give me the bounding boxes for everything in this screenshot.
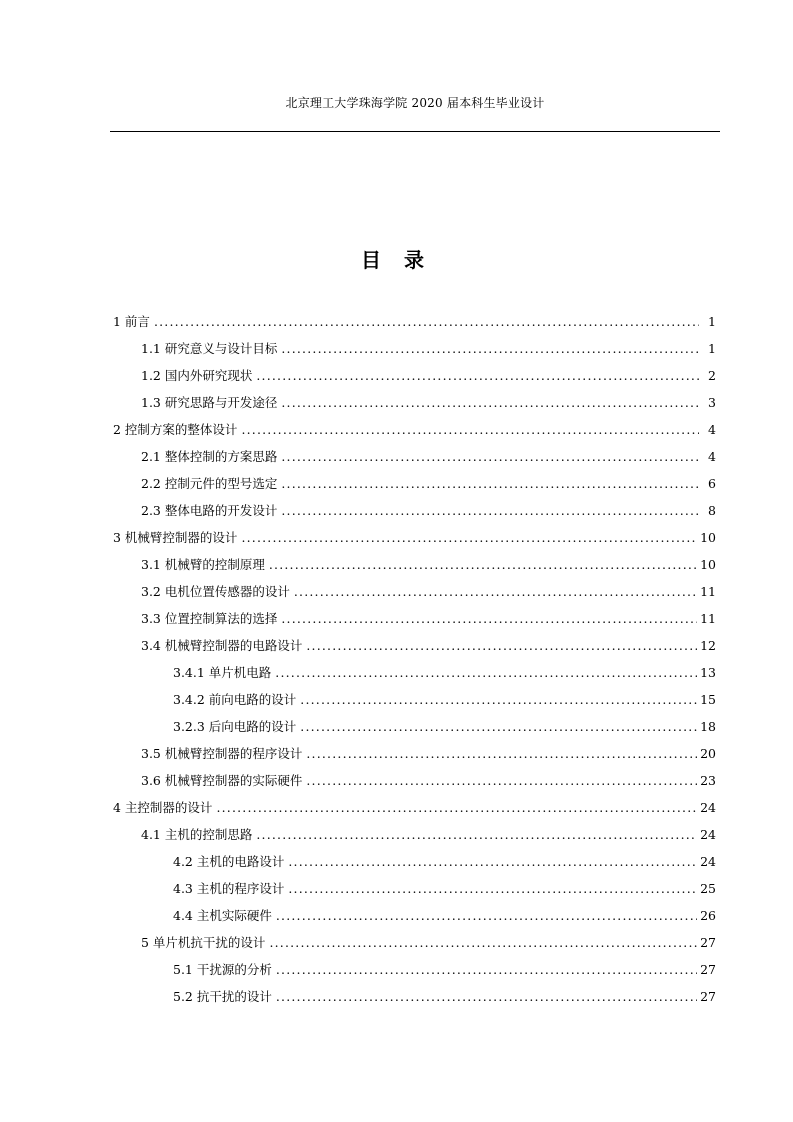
toc-entry[interactable] <box>141 609 716 629</box>
toc-entry[interactable] <box>141 582 716 602</box>
toc-entry[interactable] <box>141 744 716 764</box>
toc-entry-page: 4 <box>708 422 716 437</box>
toc-entry-page: 23 <box>700 773 716 788</box>
toc-entry[interactable] <box>113 420 716 440</box>
toc-entry-label: 4 主控制器的设计 <box>113 800 213 815</box>
toc-dot-leader <box>154 312 699 332</box>
toc-dot-leader <box>281 474 699 494</box>
toc-entry[interactable] <box>141 393 716 413</box>
toc-entry[interactable] <box>173 906 716 926</box>
toc-entry-page: 27 <box>700 989 716 1004</box>
toc-entry-page: 12 <box>700 638 716 653</box>
toc-entry[interactable] <box>141 366 716 386</box>
toc-dot-leader <box>306 636 697 656</box>
toc-dot-leader <box>216 798 697 818</box>
toc-entry[interactable] <box>141 636 716 656</box>
toc-entry-page: 2 <box>708 368 716 383</box>
toc-entry-label: 1.1 研究意义与设计目标 <box>141 341 278 356</box>
toc-dot-leader <box>269 933 697 953</box>
toc-dot-leader <box>256 366 699 386</box>
toc-dot-leader <box>269 555 697 575</box>
toc-dot-leader <box>300 690 697 710</box>
toc-entry-label: 2.1 整体控制的方案思路 <box>141 449 278 464</box>
toc-dot-leader <box>276 960 697 980</box>
toc-entry[interactable] <box>173 717 716 737</box>
toc-entry[interactable] <box>141 339 716 359</box>
toc-entry-label: 3.2 电机位置传感器的设计 <box>141 584 290 599</box>
toc-entry-page: 24 <box>700 854 716 869</box>
toc-entry-label: 3.2.3 后向电路的设计 <box>173 719 297 734</box>
toc-entry-label: 1.2 国内外研究现状 <box>141 368 253 383</box>
toc-title: 目 录 <box>361 248 432 272</box>
toc-entry[interactable] <box>141 501 716 521</box>
toc-entry[interactable] <box>141 825 716 845</box>
toc-dot-leader <box>288 852 697 872</box>
toc-dot-leader <box>241 420 699 440</box>
toc-dot-leader <box>276 987 697 1007</box>
toc-dot-leader <box>275 663 697 683</box>
toc-entry[interactable] <box>173 879 716 899</box>
toc-entry[interactable] <box>141 447 716 467</box>
toc-entry-label: 3.4.2 前向电路的设计 <box>173 692 297 707</box>
toc-entry-label: 5 单片机抗干扰的设计 <box>141 935 266 950</box>
toc-entry-label: 3.6 机械臂控制器的实际硬件 <box>141 773 303 788</box>
toc-entry-label: 1 前言 <box>113 314 150 329</box>
toc-entry-page: 20 <box>700 746 716 761</box>
toc-entry-page: 13 <box>700 665 716 680</box>
toc-dot-leader <box>281 609 697 629</box>
toc-entry-label: 4.4 主机实际硬件 <box>173 908 272 923</box>
toc-entry-page: 6 <box>708 476 716 491</box>
toc-entry-label: 3 机械臂控制器的设计 <box>113 530 238 545</box>
toc-entry-label: 4.1 主机的控制思路 <box>141 827 253 842</box>
toc-entry[interactable] <box>141 474 716 494</box>
toc-dot-leader <box>288 879 697 899</box>
toc-dot-leader <box>256 825 697 845</box>
toc-dot-leader <box>281 447 699 467</box>
toc-entry-page: 27 <box>700 935 716 950</box>
toc-entry-label: 3.3 位置控制算法的选择 <box>141 611 278 626</box>
toc-entry-page: 25 <box>700 881 716 896</box>
toc-entry[interactable] <box>173 987 716 1007</box>
toc-entry-page: 10 <box>700 530 716 545</box>
toc-entry-label: 5.1 干扰源的分析 <box>173 962 272 977</box>
toc-entry-label: 3.5 机械臂控制器的程序设计 <box>141 746 303 761</box>
toc-entry-label: 3.4.1 单片机电路 <box>173 665 272 680</box>
toc-dot-leader <box>300 717 697 737</box>
toc-entry-page: 27 <box>700 962 716 977</box>
toc-dot-leader <box>306 744 697 764</box>
toc-entry[interactable] <box>141 771 716 791</box>
toc-entry[interactable] <box>173 663 716 683</box>
toc-entry[interactable] <box>173 960 716 980</box>
toc-dot-leader <box>306 771 697 791</box>
toc-entry-label: 5.2 抗干扰的设计 <box>173 989 272 1004</box>
toc-entry-label: 4.3 主机的程序设计 <box>173 881 285 896</box>
toc-entry-label: 1.3 研究思路与开发途径 <box>141 395 278 410</box>
toc-entry-label: 2.3 整体电路的开发设计 <box>141 503 278 518</box>
toc-entry-page: 26 <box>700 908 716 923</box>
toc-entry-page: 18 <box>700 719 716 734</box>
toc-dot-leader <box>281 393 699 413</box>
toc-entry-page: 15 <box>700 692 716 707</box>
toc-dot-leader <box>281 339 699 359</box>
toc-entry-page: 3 <box>708 395 716 410</box>
toc-entry-page: 24 <box>700 827 716 842</box>
toc-entry-page: 24 <box>700 800 716 815</box>
toc-entry[interactable] <box>113 798 716 818</box>
toc-entry[interactable] <box>173 852 716 872</box>
toc-entry-label: 2 控制方案的整体设计 <box>113 422 238 437</box>
toc-entry[interactable] <box>113 528 716 548</box>
toc-entry-page: 10 <box>700 557 716 572</box>
toc-entry-page: 1 <box>708 314 716 329</box>
toc-entry-page: 4 <box>708 449 716 464</box>
toc-entry[interactable] <box>141 555 716 575</box>
toc-entry-page: 11 <box>700 584 716 599</box>
toc-dot-leader <box>241 528 697 548</box>
toc-dot-leader <box>294 582 697 602</box>
toc-entry-label: 3.1 机械臂的控制原理 <box>141 557 265 572</box>
page-header: 北京理工大学珠海学院 2020 届本科生毕业设计 <box>285 96 545 110</box>
toc-entry-page: 8 <box>708 503 716 518</box>
toc-dot-leader <box>281 501 699 521</box>
toc-entry-label: 4.2 主机的电路设计 <box>173 854 285 869</box>
toc-entry-page: 11 <box>700 611 716 626</box>
toc-entry-page: 1 <box>708 341 716 356</box>
toc-entry-label: 2.2 控制元件的型号选定 <box>141 476 278 491</box>
toc-entry[interactable] <box>173 690 716 710</box>
toc-entry-label: 3.4 机械臂控制器的电路设计 <box>141 638 303 653</box>
toc-entry[interactable] <box>141 933 716 953</box>
toc-dot-leader <box>276 906 697 926</box>
toc-entry[interactable] <box>113 312 716 332</box>
